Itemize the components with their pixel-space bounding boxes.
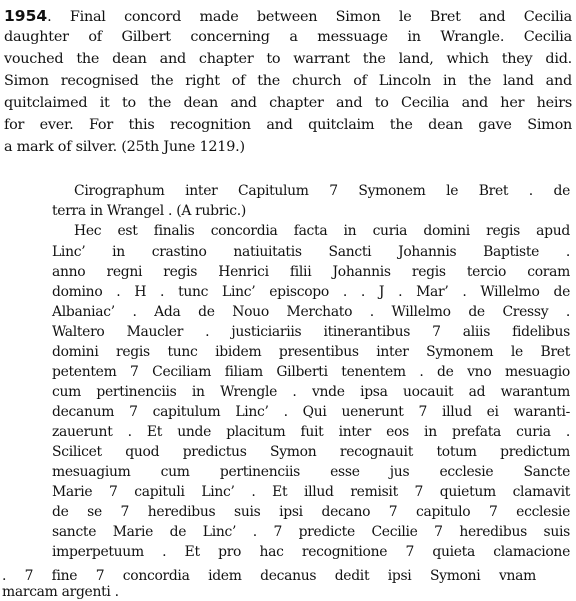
summary-text: vouched the dean and chapter to warrant the land, which they did. <box>4 51 572 67</box>
latin-line: zauerunt . Et unde placitum fuit inter eos in prefata curia . <box>52 424 570 440</box>
latin-line: cum pertinenciis in Wrengle . vnde ipsa uocauit ad warantum <box>52 384 570 400</box>
latin-line: mesuagium cum pertinenciis esse jus ecclesie Sancte <box>52 464 570 480</box>
summary-line <box>4 117 572 133</box>
latin-line: Hec est finalis concordia facta in curia domini regis apud <box>74 223 570 239</box>
rubric-line: Cirographum inter Capitulum 7 Symonem le Bret . de <box>74 183 570 199</box>
latin-line: imperpetuum . Et pro hac recognitione 7 quieta clamacione <box>52 544 570 560</box>
latin-line: de se 7 heredibus suis ipsi decano 7 capitulo 7 ecclesie <box>52 504 570 520</box>
latin-line: domini regis tunc ibidem presentibus inter Symonem le Bret <box>52 344 570 360</box>
latin-line: anno regni regis Henrici filii Johannis regis tercio coram <box>52 264 570 280</box>
summary-line <box>4 139 245 155</box>
latin-line: Waltero Maucler . justiciariis itinerantibus 7 aliis fidelibus <box>52 324 570 340</box>
latin-line: Linc’ in crastino natiuitatis Sancti Johannis Baptiste . <box>52 244 570 260</box>
summary-text: . Final concord made between Simon le Bret and Cecilia <box>47 9 572 25</box>
rubric-line: terra in Wrangel . (A rubric.) <box>52 203 246 219</box>
latin-line: Marie 7 capituli Linc’ . Et illud remisit 7 quietum clamavit <box>52 484 570 500</box>
summary-text: a mark of silver. (25th June 1219.) <box>4 139 245 155</box>
summary-line <box>4 29 572 45</box>
latin-line: Albaniac’ . Ada de Nouo Merchato . Willelmo de Cressy . <box>52 304 570 320</box>
summary-text: Simon recognised the right of the church of Lincoln in the land and <box>4 73 572 89</box>
summary-line <box>4 73 572 89</box>
summary-text: daughter of Gilbert concerning a messuage in Wrangle. Cecilia <box>4 29 572 45</box>
entry-number: 1954 <box>4 7 48 25</box>
summary-line <box>4 95 572 111</box>
latin-line: . 7 fine 7 concordia idem decanus dedit ipsi Symoni vnam <box>2 568 536 584</box>
summary-text: for ever. For this recognition and quitclaim the dean gave Simon <box>4 117 572 133</box>
latin-line: sancte Marie de Linc’ . 7 predicte Cecilie 7 heredibus suis <box>52 524 570 540</box>
latin-line: domino . H . tunc Linc’ episcopo . . J . Mar’ . Willelmo de <box>52 284 570 300</box>
latin-line: marcam argenti . <box>2 584 119 600</box>
latin-line: Scilicet quod predictus Symon recognauit totum predictum <box>52 444 570 460</box>
summary-text: quitclaimed it to the dean and chapter and to Cecilia and her heirs <box>4 95 572 111</box>
summary-line <box>4 7 572 25</box>
latin-line: petentem 7 Ceciliam filiam Gilberti tenentem . de vno mesuagio <box>52 364 570 380</box>
latin-line: decanum 7 capitulum Linc’ . Qui uenerunt 7 illud ei waranti- <box>52 404 570 420</box>
summary-line <box>4 51 572 67</box>
